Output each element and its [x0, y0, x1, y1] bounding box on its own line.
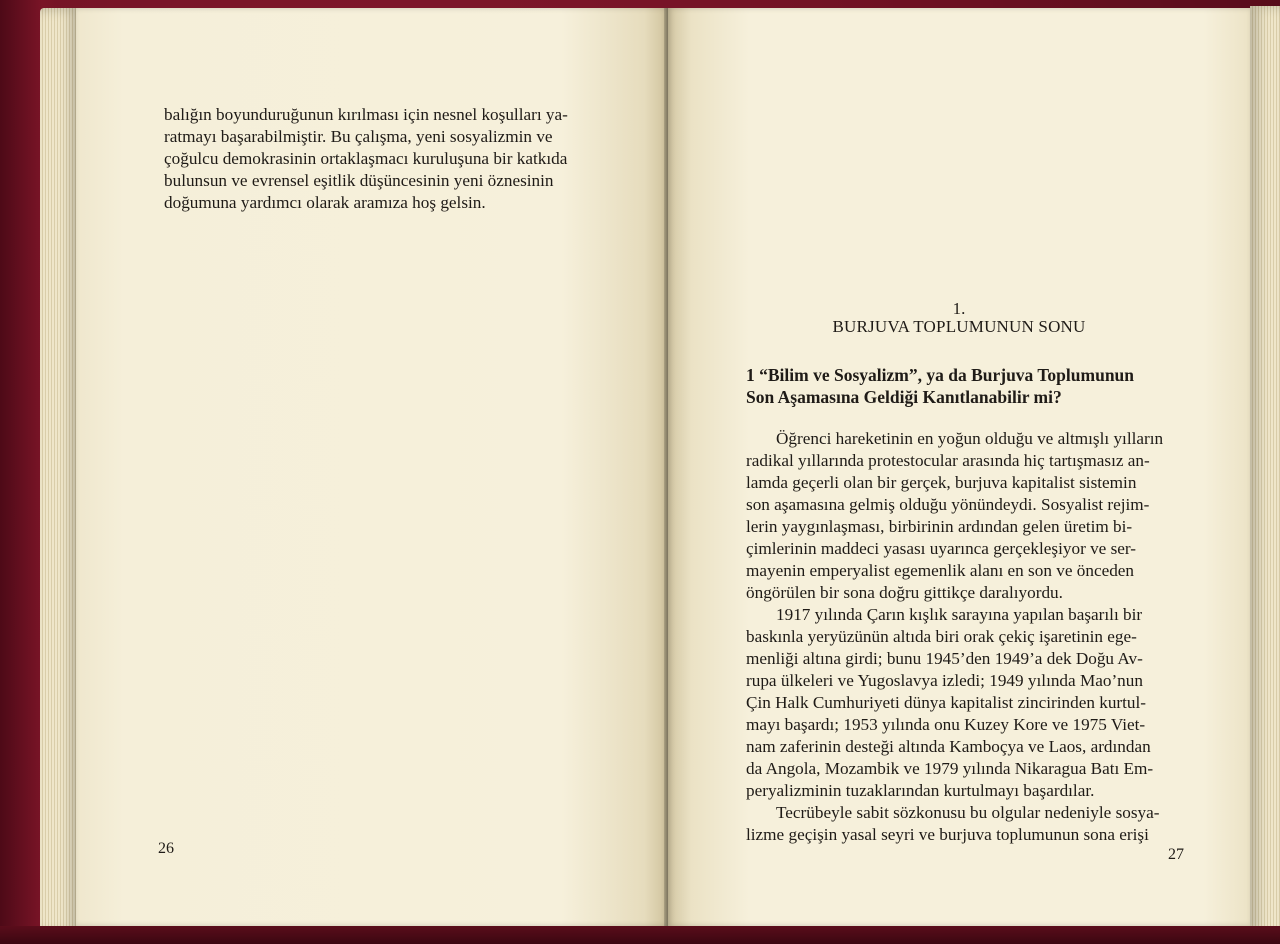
chapter-number: 1.	[952, 299, 966, 318]
section-heading	[746, 364, 1186, 408]
page-edges-left	[40, 8, 80, 933]
left-line: çoğulcu demokrasinin ortaklaşmacı kuruluşuna bir katkıda	[164, 149, 568, 168]
body-line: son aşamasına gelmiş olduğu yönündeydi. Sosyalist rejim-	[746, 495, 1150, 514]
left-page	[76, 8, 668, 926]
section-heading-line: 1 “Bilim ve Sosyalizm”, ya da Burjuva Toplumunun	[746, 365, 1135, 385]
body-line: nam zaferinin desteği altında Kamboçya ve Laos, ardından	[746, 737, 1151, 756]
body-line: lamda geçerli olan bir gerçek, burjuva kapitalist sistemin	[746, 473, 1137, 492]
page-edges-right	[1250, 6, 1280, 936]
body-line: lerin yaygınlaşması, birbirinin ardından gelen üretim bi-	[746, 517, 1133, 536]
body-line: radikal yıllarında protestocular arasında hiç tartışmasız an-	[746, 451, 1150, 470]
right-page-number: 27	[1168, 846, 1184, 863]
left-line: doğumuna yardımcı olarak aramıza hoş gelsin.	[164, 193, 486, 212]
left-line: balığın boyunduruğunun kırılması için nesnel koşulları ya-	[164, 105, 568, 124]
body-line: Çin Halk Cumhuriyeti dünya kapitalist zincirinden kurtul-	[746, 693, 1147, 712]
left-page-text	[164, 104, 630, 214]
body-line: Öğrenci hareketinin en yoğun olduğu ve altmışlı yılların	[776, 429, 1164, 448]
left-line: ratmayı başarabilmiştir. Bu çalışma, yeni sosyalizmin ve	[164, 127, 553, 146]
body-line: peryalizminin tuzaklarından kurtulmayı başardılar.	[746, 781, 1095, 800]
body-line: çimlerinin maddeci yasası uyarınca gerçekleşiyor ve ser-	[746, 539, 1137, 558]
body-line: Tecrübeyle sabit sözkonusu bu olgular nedeniyle sosya-	[776, 803, 1160, 822]
book-cover-bottom	[0, 926, 1280, 944]
body-line: 1917 yılında Çarın kışlık sarayına yapılan başarılı bir	[776, 605, 1143, 624]
body-line: mayenin emperyalist egemenlik alanı en son ve önceden	[746, 561, 1135, 580]
body-line: da Angola, Mozambik ve 1979 yılında Nikaragua Batı Em-	[746, 759, 1154, 778]
right-page-text	[746, 428, 1186, 846]
left-page-number: 26	[158, 840, 174, 857]
left-line: bulunsun ve evrensel eşitlik düşüncesinin yeni öznesinin	[164, 171, 554, 190]
body-line: rupa ülkeleri ve Yugoslavya izledi; 1949 yılında Mao’nun	[746, 671, 1143, 690]
chapter-title: BURJUVA TOPLUMUNUN SONU	[832, 317, 1086, 336]
body-line: lizme geçişin yasal seyri ve burjuva toplumunun sona erişi	[746, 825, 1149, 844]
body-line: öngörülen bir sona doğru gittikçe daralıyordu.	[746, 583, 1063, 602]
body-line: menliği altına girdi; bunu 1945’den 1949’a dek Doğu Av-	[746, 649, 1143, 668]
right-page	[668, 8, 1250, 926]
body-line: mayı başardı; 1953 yılında onu Kuzey Kore ve 1975 Viet-	[746, 715, 1146, 734]
section-heading-line: Son Aşamasına Geldiği Kanıtlanabilir mi?	[746, 387, 1062, 407]
body-line: baskınla yeryüzünün altıda biri orak çekiç işaretinin ege-	[746, 627, 1137, 646]
